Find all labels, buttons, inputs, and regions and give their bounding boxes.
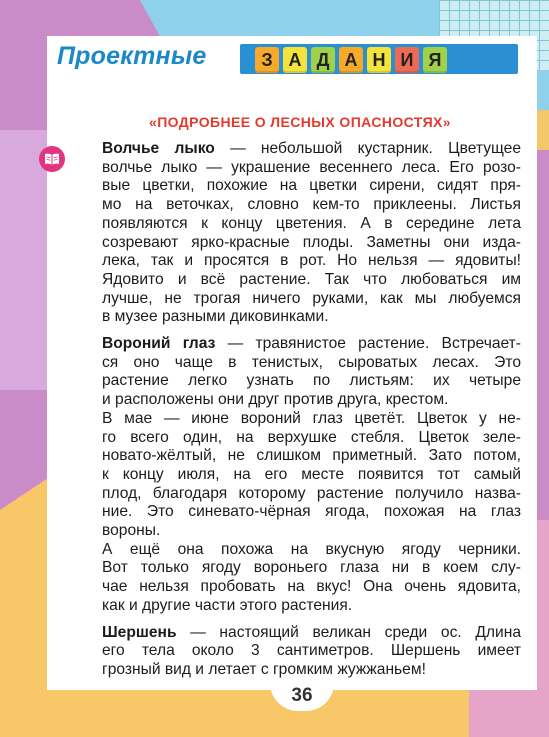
paragraph-flowering: В мае — июне вороний глаз цветёт. Цветок у не- го всего один, на верхушке стебля. Цветок зеле- новато-жёлтый, не слишком приметный. Зато потом, к концу июля, на его месте появится тот самый плод, благодаря которому растение получило назва- ние. Это синевато-чёрная ягода, похожая на глаз вороны. [102,409,521,540]
letter-tile: Д [311,47,335,73]
page-header [55,42,475,72]
paragraph-blueberry: А ещё она похожа на вкусную ягоду черники. Вот только ягоду вороньего глаза ни в коем слу- чае нельзя пробовать на вкус! Она очень ядовита, как и другие части этого растения. [102,540,521,614]
letter-tile: З [255,47,279,73]
header-letter-tiles [255,42,447,73]
section-title: «ПОДРОБНЕЕ О ЛЕСНЫХ ОПАСНОСТЯХ» [149,114,451,130]
paragraph-shershen: Шершень — настоящий великан среди ос. Длина его тела около 3 сантиметров. Шершень имеет грозный вид и летает с громким жужжаньем! [102,623,521,678]
letter-tile: Я [423,47,447,73]
article-text [82,140,521,680]
header-title: Проектные [57,42,207,70]
open-book-icon [39,146,65,172]
letter-tile: И [395,47,419,73]
page-number-tab [270,683,334,711]
letter-tile: Н [367,47,391,73]
letter-tile: А [339,47,363,73]
term-voroniy-glaz: Вороний глаз [102,335,216,353]
term-volchye-lyko: Волчье лыко [102,140,215,157]
page-number: 36 [291,685,313,706]
letter-tile: А [283,47,307,73]
paragraph-volchye-lyko: Волчье лыко — небольшой кустарник. Цветущее волчье лыко — украшение весеннего леса. Его розо- вые цветки, похожие на цветки сирени, сидят пря- мо на веточках, словно кем-то приклеены. Листья появляются к концу цветения. А в середине лета созревают ярко-красные плоды. Заметны они изда- лека, так и просятся в рот. Но нельзя — ядовиты! Ядовито и всё растение. Так что любоваться им лучше, не трогая ничего руками, как мы любуемся в музее разными диковинками. [102,140,521,326]
paragraph-voroniy-glaz: Вороний глаз — травянистое растение. Встречает- ся оно чаще в тенистых, сыроватых лесах. Это растение легко узнать по листьям: их четыре и расположены они друг против друга, крестом. [102,335,521,409]
term-shershen: Шершень [102,623,177,641]
